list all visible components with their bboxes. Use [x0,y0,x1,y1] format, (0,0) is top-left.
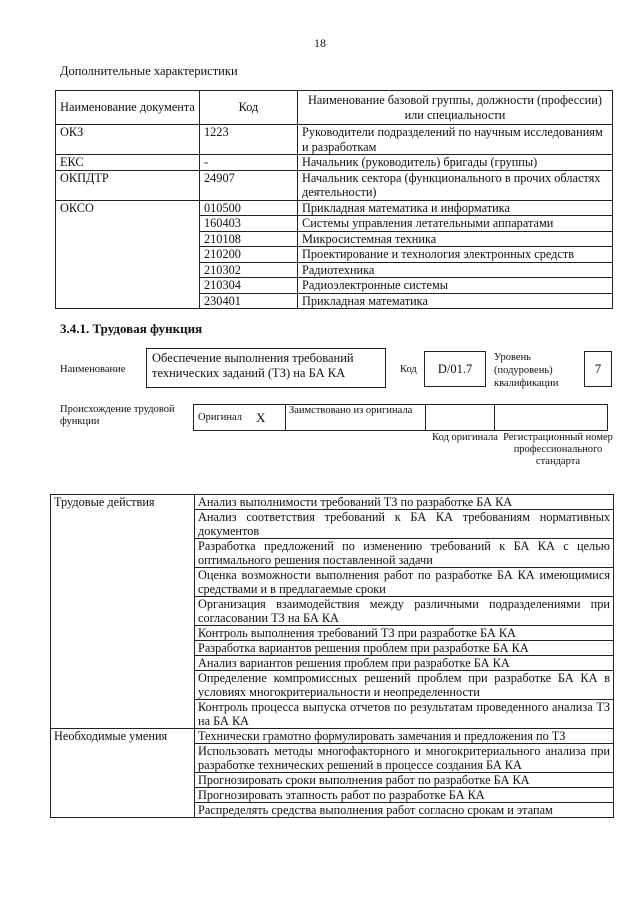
header-document: Наименование документа [56,91,200,125]
reg-number-label: Регистрационный номер профессионального стандарта [503,432,613,467]
action-item: Анализ вариантов решения проблем при разработке БА КА [195,656,614,671]
function-code-value: D/01.7 [424,351,486,387]
table-row [56,155,613,171]
additional-characteristics-title: Дополнительные характеристики [60,64,238,78]
skill-item: Распределять средства выполнения работ согласно срокам и этапам [195,803,614,818]
name-cell: Руководители подразделений по научным исследованиям и разработкам [298,125,613,155]
table-header-row [56,91,613,125]
code-cell: 210200 [200,247,298,263]
header-name: Наименование базовой группы, должности (профессии) или специальности [298,91,613,125]
table-row [56,125,613,155]
origin-row [193,404,608,431]
code-cell: 210304 [200,278,298,294]
skill-item: Технически грамотно формулировать замечания и предложения по ТЗ [195,729,614,744]
code-original-label: Код оригинала [432,432,498,443]
action-item: Определение компромиссных решений проблем при разработке БА КА в условиях многокритериальности и неопределенности [195,671,614,700]
code-cell: 1223 [200,125,298,155]
skill-item: Прогнозировать этапность работ по разработке БА КА [195,788,614,803]
header-code: Код [200,91,298,125]
table-row [56,170,613,200]
skill-item: Использовать методы многофакторного и многокритериального анализа при разработке технических решений в процессе создания БА КА [195,744,614,773]
original-mark: X [256,409,266,425]
labor-function-table [50,494,614,818]
code-original-box [425,404,495,431]
name-cell: Начальник сектора (функционального в прочих областях деятельности) [298,170,613,200]
original-cell [193,404,286,431]
doc-cell: ОКПДТР [56,170,200,200]
action-item: Разработка вариантов решения проблем при разработке БА КА [195,641,614,656]
reg-number-box [494,404,608,431]
doc-cell: ОКСО [56,200,200,309]
function-name-label: Наименование [60,364,126,375]
code-cell: 010500 [200,200,298,216]
action-item: Разработка предложений по изменению требований к БА КА с целью оптимального решения поставленной задачи [195,539,614,568]
skills-label: Необходимые умения [51,729,195,818]
code-cell: 210108 [200,231,298,247]
origin-label: Происхождение трудовой функции [60,404,175,427]
table-row [51,729,614,744]
action-item: Контроль выполнения требований ТЗ при разработке БА КА [195,626,614,641]
doc-cell: ОКЗ [56,125,200,155]
actions-label: Трудовые действия [51,495,195,729]
action-item: Оценка возможности выполнения работ по разработке БА КА имеющимися средствами и в предлагаемые сроки [195,568,614,597]
code-cell: 24907 [200,170,298,200]
action-item: Анализ соответствия требований к БА КА требованиям нормативных документов [195,510,614,539]
qualification-level-value: 7 [584,351,612,387]
name-cell: Начальник (руководитель) бригады (группы) [298,155,613,171]
name-cell: Прикладная математика [298,293,613,309]
name-cell: Системы управления летательными аппаратами [298,216,613,232]
action-item: Контроль процесса выпуска отчетов по результатам проведенного анализа ТЗ на БА КА [195,700,614,729]
level-label: Уровень (подуровень) квалификации [494,352,559,389]
borrowed-cell: Заимствовано из оригинала [285,404,426,431]
table-row [51,495,614,510]
name-cell: Радиотехника [298,262,613,278]
skill-item: Прогнозировать сроки выполнения работ по разработке БА КА [195,773,614,788]
code-cell: 160403 [200,216,298,232]
action-item: Организация взаимодействия между различными подразделениями при согласовании ТЗ на БА КА [195,597,614,626]
original-label: Оригинал [198,412,242,423]
action-item: Анализ выполнимости требований ТЗ по разработке БА КА [195,495,614,510]
code-cell: 210302 [200,262,298,278]
additional-characteristics-table [55,90,613,309]
name-cell: Проектирование и технология электронных средств [298,247,613,263]
code-cell: - [200,155,298,171]
name-cell: Прикладная математика и информатика [298,200,613,216]
code-label: Код [400,364,417,375]
function-name-value: Обеспечение выполнения требований технических заданий (ТЗ) на БА КА [146,348,386,388]
name-cell: Микросистемная техника [298,231,613,247]
code-cell: 230401 [200,293,298,309]
doc-cell: ЕКС [56,155,200,171]
section-title: 3.4.1. Трудовая функция [60,321,203,336]
table-row [56,200,613,216]
page-number: 18 [314,36,326,50]
name-cell: Радиоэлектронные системы [298,278,613,294]
